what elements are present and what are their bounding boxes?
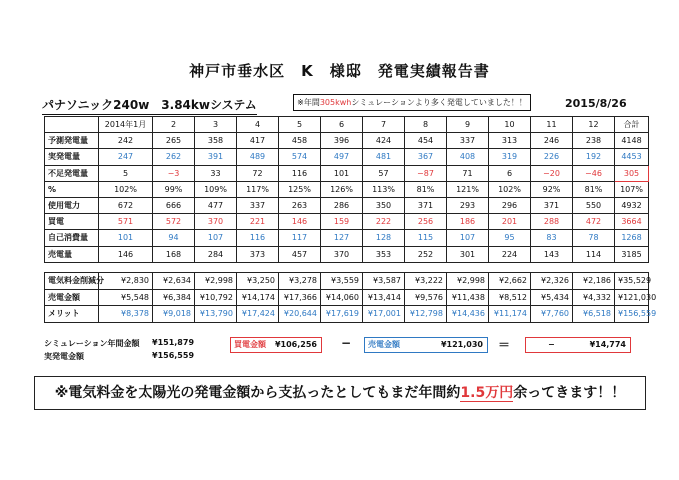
table-cell: 666 xyxy=(153,197,195,213)
conclusion-pre: ※電気料金を太陽光の発電金額から支払ったとしてもまだ年間約 xyxy=(54,385,461,401)
table-cell: 113% xyxy=(363,181,405,197)
table-cell: 454 xyxy=(405,133,447,149)
money-cell: ¥3,250 xyxy=(237,273,279,290)
note-pre: ※年間 xyxy=(297,98,320,107)
money-cell: ¥12,798 xyxy=(405,306,447,323)
table-cell: 370 xyxy=(321,246,363,262)
table-cell: 262 xyxy=(153,149,195,165)
table-cell: 102% xyxy=(99,181,153,197)
table-cell: 221 xyxy=(237,214,279,230)
buy-amount-box xyxy=(230,337,322,353)
note-highlight: 305kwh xyxy=(319,98,352,107)
money-cell: ¥2,830 xyxy=(99,273,153,290)
table-cell: 252 xyxy=(405,246,447,262)
money-cell: ¥10,792 xyxy=(195,289,237,306)
table-cell: 571 xyxy=(99,214,153,230)
table-cell: −3 xyxy=(153,165,195,181)
money-cell: ¥13,414 xyxy=(363,289,405,306)
money-cell: ¥14,174 xyxy=(237,289,279,306)
table-cell: 5 xyxy=(99,165,153,181)
table-cell: 4148 xyxy=(615,133,649,149)
sell-label: 売電金額 xyxy=(368,340,400,349)
table-cell: 246 xyxy=(531,133,573,149)
table-cell: 95 xyxy=(489,230,531,246)
money-cell: ¥8,378 xyxy=(99,306,153,323)
money-cell: ¥20,644 xyxy=(279,306,321,323)
money-cell: ¥9,576 xyxy=(405,289,447,306)
table-cell: 117 xyxy=(279,230,321,246)
money-cell: ¥17,424 xyxy=(237,306,279,323)
table-cell: 78 xyxy=(573,230,615,246)
actual-value: ¥156,559 xyxy=(152,351,195,360)
conclusion-box xyxy=(34,376,646,410)
actual-label: 実発電金額 xyxy=(44,352,84,361)
table-cell: 121% xyxy=(447,181,489,197)
table-cell: 296 xyxy=(489,197,531,213)
table-cell: 109% xyxy=(195,181,237,197)
table-cell: 101 xyxy=(321,165,363,181)
money-cell: ¥3,222 xyxy=(405,273,447,290)
table-row xyxy=(45,197,649,213)
table-cell: 574 xyxy=(279,149,321,165)
table-cell: 83 xyxy=(531,230,573,246)
table-cell: 159 xyxy=(321,214,363,230)
row-label: 買電 xyxy=(45,214,99,230)
table-cell: 127 xyxy=(321,230,363,246)
table-cell: 247 xyxy=(99,149,153,165)
header-cell: 10 xyxy=(489,117,531,133)
sim-label: シミュレーション年間金額 xyxy=(44,339,140,348)
system-name: パナソニック240w 3.84kwシステム xyxy=(42,96,257,115)
table-cell: 222 xyxy=(363,214,405,230)
table-cell: 101 xyxy=(99,230,153,246)
money-cell: ¥35,529 xyxy=(615,273,649,290)
money-cell: ¥2,634 xyxy=(153,273,195,290)
money-cell: ¥156,559 xyxy=(615,306,649,323)
money-cell: ¥3,559 xyxy=(321,273,363,290)
money-cell: ¥3,587 xyxy=(363,273,405,290)
header-cell: 8 xyxy=(405,117,447,133)
table-cell: 116 xyxy=(237,230,279,246)
table-cell: 4453 xyxy=(615,149,649,165)
table-cell: 417 xyxy=(237,133,279,149)
header-cell: 5 xyxy=(279,117,321,133)
table-cell: 107% xyxy=(615,181,649,197)
header-cell xyxy=(45,117,99,133)
table-cell: 99% xyxy=(153,181,195,197)
header-cell: 7 xyxy=(363,117,405,133)
header-cell: 2 xyxy=(153,117,195,133)
table-cell: 477 xyxy=(195,197,237,213)
money-cell: ¥2,326 xyxy=(531,273,573,290)
note-box xyxy=(293,94,531,111)
header-cell: 2014年1月 xyxy=(99,117,153,133)
table-cell: 337 xyxy=(237,197,279,213)
table-cell: 256 xyxy=(405,214,447,230)
row-label: 電気料金削減分 xyxy=(45,273,99,290)
money-cell: ¥2,998 xyxy=(447,273,489,290)
sell-value: ¥121,030 xyxy=(440,340,483,349)
row-label: 使用電力 xyxy=(45,197,99,213)
table-cell: 107 xyxy=(447,230,489,246)
table-cell: 57 xyxy=(363,165,405,181)
table-cell: 4932 xyxy=(615,197,649,213)
table-cell: 305 xyxy=(615,165,649,181)
header-cell: 4 xyxy=(237,117,279,133)
table-row xyxy=(45,214,649,230)
table-cell: 92% xyxy=(531,181,573,197)
table-cell: 224 xyxy=(489,246,531,262)
table-cell: 472 xyxy=(573,214,615,230)
table-cell: 94 xyxy=(153,230,195,246)
row-label: 不足発電量 xyxy=(45,165,99,181)
table-row xyxy=(45,246,649,262)
table-cell: 301 xyxy=(447,246,489,262)
table-cell: 81% xyxy=(405,181,447,197)
money-cell: ¥14,436 xyxy=(447,306,489,323)
table-cell: 1268 xyxy=(615,230,649,246)
row-label: 自己消費量 xyxy=(45,230,99,246)
report-title: 神戸市垂水区 K 様邸 発電実績報告書 xyxy=(189,62,490,80)
table-cell: 550 xyxy=(573,197,615,213)
table-cell: 114 xyxy=(573,246,615,262)
money-cell: ¥17,001 xyxy=(363,306,405,323)
table-cell: 288 xyxy=(531,214,573,230)
table-cell: 125% xyxy=(279,181,321,197)
table-cell: 102% xyxy=(489,181,531,197)
table-cell: 186 xyxy=(447,214,489,230)
table-cell: 424 xyxy=(363,133,405,149)
money-cell: ¥2,998 xyxy=(195,273,237,290)
money-cell: ¥2,186 xyxy=(573,273,615,290)
table-cell: 192 xyxy=(573,149,615,165)
table-cell: 146 xyxy=(279,214,321,230)
money-cell: ¥5,548 xyxy=(99,289,153,306)
table-cell: 33 xyxy=(195,165,237,181)
table-cell: 293 xyxy=(447,197,489,213)
table-cell: 117% xyxy=(237,181,279,197)
sim-value: ¥151,879 xyxy=(152,338,195,347)
table-cell: −46 xyxy=(573,165,615,181)
table-row xyxy=(45,181,649,197)
table-cell: 497 xyxy=(321,149,363,165)
table-cell: 391 xyxy=(195,149,237,165)
money-cell: ¥121,030 xyxy=(615,289,649,306)
money-row xyxy=(45,289,649,306)
table-cell: −20 xyxy=(531,165,573,181)
table-cell: 572 xyxy=(153,214,195,230)
money-cell: ¥7,760 xyxy=(531,306,573,323)
money-cell: ¥5,434 xyxy=(531,289,573,306)
table-row xyxy=(45,230,649,246)
money-row xyxy=(45,273,649,290)
result-box xyxy=(525,337,631,353)
table-cell: 371 xyxy=(405,197,447,213)
header-cell: 3 xyxy=(195,117,237,133)
table-cell: 350 xyxy=(363,197,405,213)
table-cell: 358 xyxy=(195,133,237,149)
table-cell: 6 xyxy=(489,165,531,181)
conclusion-amount: 1.5万円 xyxy=(460,385,514,401)
table-cell: 143 xyxy=(531,246,573,262)
money-cell: ¥8,512 xyxy=(489,289,531,306)
table-cell: 457 xyxy=(279,246,321,262)
money-cell: ¥6,518 xyxy=(573,306,615,323)
header-cell: 12 xyxy=(573,117,615,133)
row-label: 予測発電量 xyxy=(45,133,99,149)
table-cell: 72 xyxy=(237,165,279,181)
table-cell: 71 xyxy=(447,165,489,181)
table-cell: 313 xyxy=(489,133,531,149)
row-label: % xyxy=(45,181,99,197)
table-cell: 353 xyxy=(363,246,405,262)
result-sign: − xyxy=(548,340,555,349)
table-row xyxy=(45,133,649,149)
sell-amount-box xyxy=(364,337,488,353)
row-label: メリット xyxy=(45,306,99,323)
table-cell: 286 xyxy=(321,197,363,213)
table-cell: 319 xyxy=(489,149,531,165)
table-cell: 242 xyxy=(99,133,153,149)
note-post: シミュレーションより多く発電していました！！ xyxy=(351,98,527,107)
table-cell: 107 xyxy=(195,230,237,246)
table-cell: 373 xyxy=(237,246,279,262)
header-row xyxy=(45,117,649,133)
table-cell: 146 xyxy=(99,246,153,262)
table-cell: 128 xyxy=(363,230,405,246)
report-date: 2015/8/26 xyxy=(565,97,627,110)
table-cell: −87 xyxy=(405,165,447,181)
table-cell: 367 xyxy=(405,149,447,165)
table-cell: 226 xyxy=(531,149,573,165)
conclusion-post: 余ってきます！！ xyxy=(513,385,626,401)
equals-sign: ＝ xyxy=(498,338,511,352)
money-cell: ¥11,438 xyxy=(447,289,489,306)
money-row xyxy=(45,306,649,323)
table-cell: 201 xyxy=(489,214,531,230)
money-cell: ¥4,332 xyxy=(573,289,615,306)
header-cell: 11 xyxy=(531,117,573,133)
buy-label: 買電金額 xyxy=(234,340,266,349)
money-cell: ¥3,278 xyxy=(279,273,321,290)
table-cell: 126% xyxy=(321,181,363,197)
table-cell: 3185 xyxy=(615,246,649,262)
minus-sign: − xyxy=(341,336,352,350)
buy-value: ¥106,256 xyxy=(274,340,317,349)
money-cell: ¥11,174 xyxy=(489,306,531,323)
table-cell: 396 xyxy=(321,133,363,149)
table-row xyxy=(45,149,649,165)
table-cell: 168 xyxy=(153,246,195,262)
money-cell: ¥9,018 xyxy=(153,306,195,323)
result-value: ¥14,774 xyxy=(589,340,626,349)
table-cell: 489 xyxy=(237,149,279,165)
header-cell: 6 xyxy=(321,117,363,133)
table-cell: 116 xyxy=(279,165,321,181)
table-cell: 481 xyxy=(363,149,405,165)
row-label: 実発電量 xyxy=(45,149,99,165)
table-cell: 263 xyxy=(279,197,321,213)
table-row xyxy=(45,165,649,181)
money-cell: ¥2,662 xyxy=(489,273,531,290)
table-cell: 265 xyxy=(153,133,195,149)
row-label: 売電金額 xyxy=(45,289,99,306)
money-cell: ¥14,060 xyxy=(321,289,363,306)
table-cell: 284 xyxy=(195,246,237,262)
table-cell: 408 xyxy=(447,149,489,165)
money-cell: ¥17,366 xyxy=(279,289,321,306)
header-cell: 9 xyxy=(447,117,489,133)
header-cell: 合計 xyxy=(615,117,649,133)
table-cell: 458 xyxy=(279,133,321,149)
money-cell: ¥17,619 xyxy=(321,306,363,323)
row-label: 売電量 xyxy=(45,246,99,262)
money-table xyxy=(44,272,657,323)
table-cell: 371 xyxy=(531,197,573,213)
table-cell: 81% xyxy=(573,181,615,197)
table-cell: 370 xyxy=(195,214,237,230)
table-cell: 115 xyxy=(405,230,447,246)
table-cell: 238 xyxy=(573,133,615,149)
table-cell: 337 xyxy=(447,133,489,149)
table-cell: 672 xyxy=(99,197,153,213)
generation-table xyxy=(44,116,649,263)
money-cell: ¥13,790 xyxy=(195,306,237,323)
table-cell: 3664 xyxy=(615,214,649,230)
money-cell: ¥6,384 xyxy=(153,289,195,306)
